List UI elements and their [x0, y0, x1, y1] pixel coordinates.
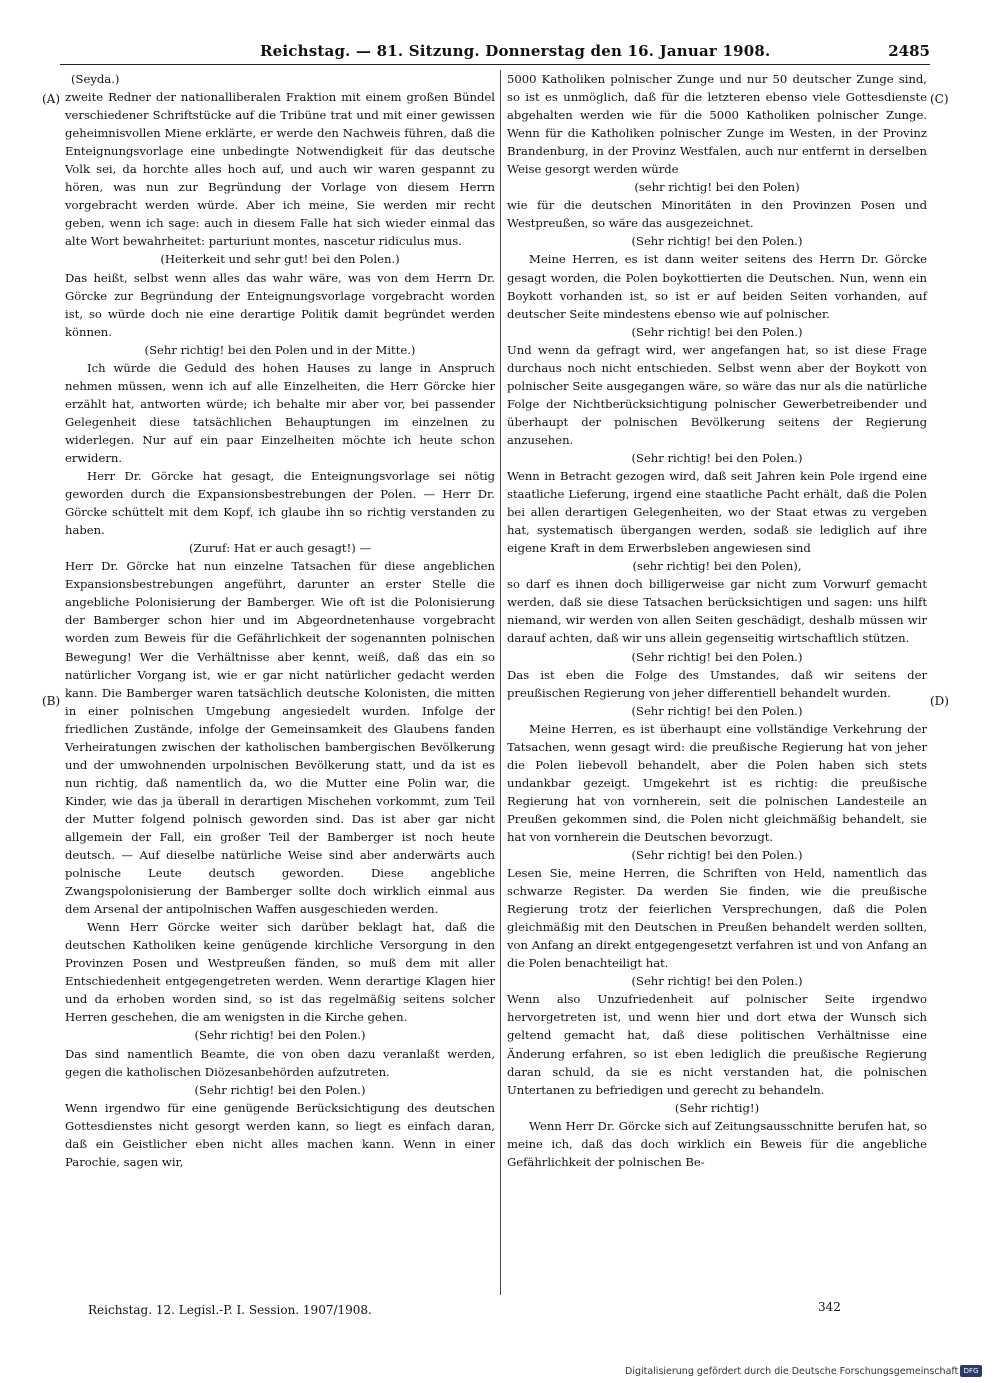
reaction-note: (Sehr richtig! bei den Polen.): [194, 1028, 366, 1043]
paragraph: Herr Dr. Görcke hat nun einzelne Tatsachen für diese angeblichen Expansionsbestrebungen angeführt, darunter an erster Stelle die angebliche Polonisierung der Bamberger. Wie oft ist die Polonisierung der Bamberger schon hier und im Abgeordnetenhause vorgebracht worden zum Beweis für die Gefährlichkeit der sogenannten polnischen Bewegung! Wer die Verhältnisse aber kennt, weiß, daß das ein so natürlicher Vorgang ist, wie er gar nicht natürlicher gedacht werden kann. Die Bamberger waren tatsächlich deutsche Kolonisten, die mitten in einer polnischen Umgebung angesiedelt wurden. Infolge der friedlichen Zustände, infolge der Gemeinsamkeit des Glaubens fanden Verheiratungen zwischen der katholischen bambergischen Bevölkerung und der umwohnenden urpolnischen Bevölkerung statt, und da ist es nun richtig, daß namentlich da, wo die Mutter eine Polin war, die Kinder, wie das ja überall in derartigen Mischehen vorkommt, zum Teil der Mutter folgend polnisch geworden sind. Das ist aber gar nicht allgemein der Fall, ein großer Teil der Bamberger ist noch heute deutsch. — Auf dieselbe natürliche Weise sind aber anderwärts auch polnische Leute deutsch geworden. Diese angebliche Zwangspolonisierung der Bamberger sollte doch wirklich einmal aus dem Arsenal der antipolnischen Waffen ausgeschieden werden.: [65, 559, 495, 917]
reaction-note: (sehr richtig! bei den Polen): [634, 180, 800, 195]
reaction-note: (sehr richtig! bei den Polen),: [632, 559, 802, 574]
footer-session: Reichstag. 12. Legisl.-P. I. Session. 1907/1908.: [88, 1303, 372, 1317]
reaction-note: (Sehr richtig! bei den Polen.): [631, 450, 803, 465]
paragraph: so darf es ihnen doch billigerweise gar nicht zum Vorwurf gemacht werden, daß sie diese Tatsachen berücksichtigen und sagen: uns hilft niemand, wir werden von allen Seiten geschädigt, deshalb müssen wir darauf achten, daß wir uns allein gegenseitig wirtschaftlich stützen.: [507, 577, 927, 646]
reaction-note: (Sehr richtig! bei den Polen.): [631, 703, 803, 718]
paragraph: Wenn in Betracht gezogen wird, daß seit Jahren kein Pole irgend eine staatliche Lieferung, irgend eine staatliche Pacht erhält, daß die Polen bei allen derartigen Gelegenheiten, wo der Staat etwas zu vergeben hat, systematisch übergangen werden, sodaß sie lediglich auf ihre eigene Kraft in dem Erwerbsleben angewiesen sind: [507, 469, 927, 556]
margin-mark-a: (A): [42, 92, 61, 106]
paragraph: Wenn also Unzufriedenheit auf polnischer Seite irgendwo hervorgetreten ist, und wenn hier und dort etwa der Wunsch sich geltend gemacht hat, daß diese politischen Verhältnisse eine Änderung erfahren, so ist eben lediglich die preußische Regierung daran schuld, da sie es nicht verstanden hat, die polnischen Untertanen zu befriedigen und gerecht zu behandeln.: [507, 992, 927, 1097]
right-column: [507, 70, 927, 1171]
paragraph: zweite Redner der nationalliberalen Fraktion mit einem großen Bündel verschiedener Schriftstücke auf die Tribüne trat und mit einer gewissen geheimnisvollen Miene erklärte, er werde den Nachweis führen, daß die Enteignungsvorlage eine unbedingte Notwendigkeit für das deutsche Volk sei, da horchte alles hoch auf, und auch wir waren gespannt zu hören, was nun zur Begründung der Vorlage von diesem Herrn vorgebracht werden würde. Aber ich meine, Sie werden mir recht geben, wenn ich sage: auch in diesem Falle hat sich wieder einmal das alte Wort bewahrheitet: parturiunt montes, nascetur ridiculus mus.: [65, 90, 495, 249]
paragraph: Das heißt, selbst wenn alles das wahr wäre, was von dem Herrn Dr. Görcke zur Begründung der Enteignungsvorlage vorgebracht worden ist, so würde doch nie eine derartige Politik damit begründet werden können.: [65, 270, 495, 339]
paragraph: Meine Herren, es ist überhaupt eine vollständige Verkehrung der Tatsachen, wenn gesagt wird: die preußische Regierung hat von jeher die Polen liebevoll behandelt, aber die Polen haben sich stets undankbar gezeigt. Umgekehrt ist es richtig: die preußische Regierung hat von vornherein, seit die polnischen Landesteile an Preußen gekommen sind, die Polen nicht gleichmäßig behandelt, sie hat von vornherein die Deutschen bevorzugt.: [507, 721, 927, 844]
reaction-note: (Sehr richtig! bei den Polen.): [194, 1082, 366, 1097]
paragraph: Lesen Sie, meine Herren, die Schriften von Held, namentlich das schwarze Register. Da werden Sie finden, wie die preußische Regierung trotz der feierlichen Versprechungen, daß die Polen gleichmäßig mit den Deutschen in Preußen behandelt werden sollten, von Anfang an direkt entgegengesetzt verfahren ist und von Anfang an die Polen benachteiligt hat.: [507, 866, 927, 971]
paragraph: Das ist eben die Folge des Umstandes, daß wir seitens der preußischen Regierung von jeher differentiell behandelt wurden.: [507, 667, 927, 700]
margin-mark-c: (C): [930, 92, 949, 106]
margin-mark-b: (B): [42, 694, 61, 708]
paragraph: Wenn irgendwo für eine genügende Berücksichtigung des deutschen Gottesdienstes nicht gesorgt werden kann, so liegt es einfach daran, daß ein Geistlicher eben nicht alles machen kann. Wenn in einer Parochie, sagen wir,: [65, 1100, 495, 1169]
reaction-note: (Sehr richtig! bei den Polen.): [631, 649, 803, 664]
reaction-note: (Heiterkeit und sehr gut! bei den Polen.): [160, 252, 400, 267]
digitization-credit: Digitalisierung gefördert durch die Deutsche Forschungsgemeinschaft: [625, 1366, 959, 1377]
page-number: 2485: [888, 42, 930, 60]
left-column: [65, 70, 495, 1171]
paragraph: Wenn Herr Dr. Görcke sich auf Zeitungsausschnitte berufen hat, so meine ich, daß das doch wirklich ein Beweis für die angebliche Gefährlichkeit der polnischen Be-: [507, 1118, 927, 1169]
paragraph: Und wenn da gefragt wird, wer angefangen hat, so ist diese Frage durchaus noch nicht entschieden. Selbst wenn aber der Boykott von polnischer Seite ausgegangen wäre, so wäre das nur als die natürliche Folge der Nichtberücksichtigung polnischer Gewerbetreibender und überhaupt der polnischen Bevölkerung seitens der Regierung anzusehen.: [507, 342, 927, 447]
paragraph: Das sind namentlich Beamte, die von oben dazu veranlaßt werden, gegen die katholischen Diözesanbehörden aufzutreten.: [65, 1046, 495, 1079]
margin-mark-d: (D): [930, 694, 949, 708]
paragraph: Wenn Herr Görcke weiter sich darüber beklagt hat, daß die deutschen Katholiken keine genügende kirchliche Versorgung in den Provinzen Posen und Westpreußen fänden, so muß dem mit aller Entschiedenheit entgegengetreten werden. Wenn derartige Klagen hier und da erhoben worden sind, so ist das regelmäßig seitens solcher Herren geschehen, die am wenigsten in die Kirche gehen.: [65, 920, 495, 1025]
reaction-note: (Sehr richtig! bei den Polen und in der Mitte.): [144, 342, 416, 357]
paragraph: 5000 Katholiken polnischer Zunge und nur 50 deutscher Zunge sind, so ist es unmöglich, daß für die letzteren ebenso viele Gottesdienste abgehalten werden wie für die 5000 Katholiken polnischer Zunge. Wenn für die Katholiken polnischer Zunge im Westen, in der Provinz Brandenburg, in der Provinz Westfalen, auch nur entfernt in derselben Weise gesorgt werden würde: [507, 72, 927, 177]
paragraph: wie für die deutschen Minoritäten in den Provinzen Posen und Westpreußen, so wäre das ausgezeichnet.: [507, 198, 927, 231]
reaction-note: (Sehr richtig! bei den Polen.): [631, 848, 803, 863]
paragraph: Ich würde die Geduld des hohen Hauses zu lange in Anspruch nehmen müssen, wenn ich auf alle Einzelheiten, die Herr Görcke hier erzählt hat, antworten würde; ich behalte mir aber vor, bei passender Gelegenheit diese tatsächlichen Behauptungen im einzelnen zu widerlegen. Nur auf ein paar Einzelheiten möchte ich heute schon erwidern.: [65, 360, 495, 465]
paragraph: Meine Herren, es ist dann weiter seitens des Herrn Dr. Görcke gesagt worden, die Polen boykottierten die Deutschen. Nun, wenn ein Boykott vorhanden ist, so ist er auf beiden Seiten vorhanden, auf deutscher Seite mindestens ebenso wie auf polnischer.: [507, 252, 927, 321]
reaction-note: (Sehr richtig!): [674, 1100, 760, 1115]
speaker-name: (Seyda.): [71, 72, 120, 86]
reaction-note: (Zuruf: Hat er auch gesagt!) —: [188, 541, 372, 556]
dfg-logo: DFG: [960, 1365, 982, 1377]
paragraph: Herr Dr. Görcke hat gesagt, die Enteignungsvorlage sei nötig geworden durch die Expansionsbestrebungen der Polen. — Herr Dr. Görcke schüttelt mit dem Kopf, ich glaube ihn so richtig verstanden zu haben.: [65, 469, 495, 538]
page-header: [60, 40, 930, 65]
footer-sheet-number: 342: [818, 1300, 841, 1314]
reaction-note: (Sehr richtig! bei den Polen.): [631, 324, 803, 339]
reaction-note: (Sehr richtig! bei den Polen.): [631, 234, 803, 249]
column-divider: [500, 70, 501, 1295]
running-title: Reichstag. — 81. Sitzung. Donnerstag den 16. Januar 1908.: [260, 42, 771, 60]
reaction-note: (Sehr richtig! bei den Polen.): [631, 974, 803, 989]
